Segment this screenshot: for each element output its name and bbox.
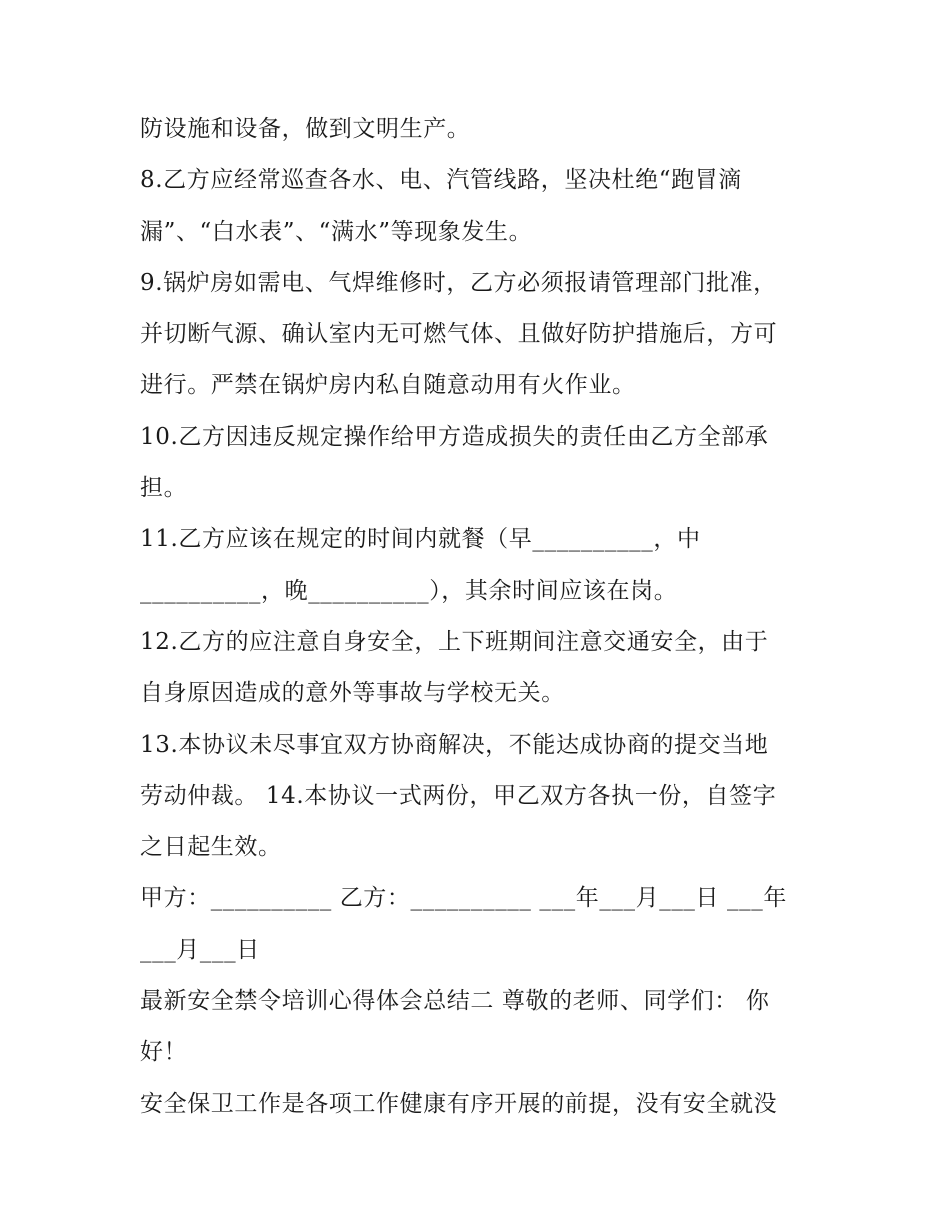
signature-line: ___月___日 xyxy=(140,936,260,963)
document-body xyxy=(140,104,830,1130)
text-line: 11.乙方应该在规定的时间内就餐（早__________，中 xyxy=(140,526,701,553)
text-line: 并切断气源、确认室内无可燃气体、且做好防护措施后，方可 xyxy=(140,321,778,348)
text-line: 12.乙方的应注意自身安全，上下班期间注意交通安全，由于 xyxy=(140,628,769,655)
text-line: 防设施和设备，做到文明生产。 xyxy=(140,116,471,142)
text-line: 10.乙方因违反规定操作给甲方造成损失的责任由乙方全部承 xyxy=(140,423,769,450)
text-line: 进行。严禁在锅炉房内私自随意动用有火作业。 xyxy=(140,372,636,399)
text-line: 担。 xyxy=(140,475,188,502)
text-line: 劳动仲裁。 14.本协议一式两份，甲乙双方各执一份，自签字 xyxy=(140,782,777,809)
text-line: 安全保卫工作是各项工作健康有序开展的前提，没有安全就没 xyxy=(140,1090,778,1117)
text-line: 13.本协议未尽事宜双方协商解决，不能达成协商的提交当地 xyxy=(140,731,769,758)
text-line: 好！ xyxy=(140,1039,188,1066)
text-line: 9.锅炉房如需电、气焊维修时，乙方必须报请管理部门批准， xyxy=(140,269,777,296)
signature-line: 甲方：__________ 乙方：__________ ___年___月___日 ___年 xyxy=(140,885,787,912)
section-heading-line: 最新安全禁令培训心得体会总结二 尊敬的老师、同学们： 你 xyxy=(140,988,770,1015)
text-line: 8.乙方应经常巡查各水、电、汽管线路，坚决杜绝“跑冒滴 xyxy=(140,167,742,194)
text-line: 之日起生效。 xyxy=(140,834,282,861)
text-line: 漏”、“白水表”、“满水”等现象发生。 xyxy=(140,218,533,245)
text-line: 自身原因造成的意外等事故与学校无关。 xyxy=(140,680,565,707)
text-line: __________，晚__________），其余时间应该在岗。 xyxy=(140,577,678,604)
